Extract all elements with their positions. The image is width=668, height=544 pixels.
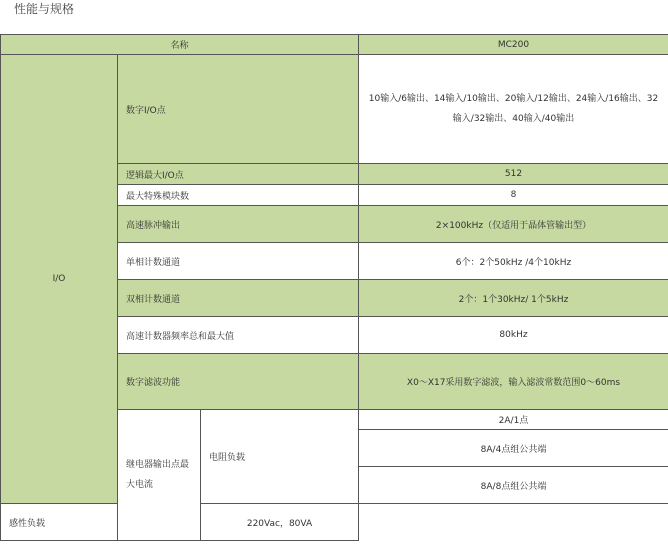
row-value: 2A/1点 [359, 410, 668, 430]
relay-current-label: 继电器输出点最大电流 [118, 410, 201, 541]
row-value: X0～X17采用数字滤波，输入滤波常数范围0～60ms [359, 354, 668, 410]
row-label: 单相计数通道 [118, 243, 359, 280]
row-label: 高速计数器频率总和最大值 [118, 317, 359, 354]
row-value: 6个：2个50kHz /4个10kHz [359, 243, 668, 280]
row-label: 逻辑最大I/O点 [118, 164, 359, 185]
row-value: 2个：1个30kHz/ 1个5kHz [359, 280, 668, 317]
table-header-row [1, 35, 668, 55]
row-value: 8A/8点组公共端 [359, 467, 668, 504]
io-category-cell: I/O [1, 55, 118, 504]
row-label: 双相计数通道 [118, 280, 359, 317]
header-name-cell: 名称 [1, 35, 359, 55]
resistive-load-label: 电阻负载 [201, 410, 359, 504]
row-label: 高速脉冲输出 [118, 206, 359, 243]
row-value: 512 [359, 164, 668, 185]
row-value: 80kHz [359, 317, 668, 354]
inductive-load-label: 感性负载 [1, 504, 118, 541]
row-value: 220Vac，80VA [201, 504, 359, 541]
table-row [1, 504, 668, 541]
row-value: 2×100kHz（仅适用于晶体管输出型） [359, 206, 668, 243]
page-title: 性能与规格 [14, 2, 75, 16]
row-label: 最大特殊模块数 [118, 185, 359, 206]
row-value: 8 [359, 185, 668, 206]
header-model-cell: MC200 [359, 35, 668, 55]
row-label: 数字I/O点 [118, 55, 359, 164]
row-value: 8A/4点组公共端 [359, 430, 668, 467]
row-label: 数字滤波功能 [118, 354, 359, 410]
row-value: 10输入/6输出、14输入/10输出、20输入/12输出、24输入/16输出、32输入/32输出、40输入/40输出 [359, 55, 668, 164]
spec-table [0, 34, 668, 541]
table-row [1, 55, 668, 164]
